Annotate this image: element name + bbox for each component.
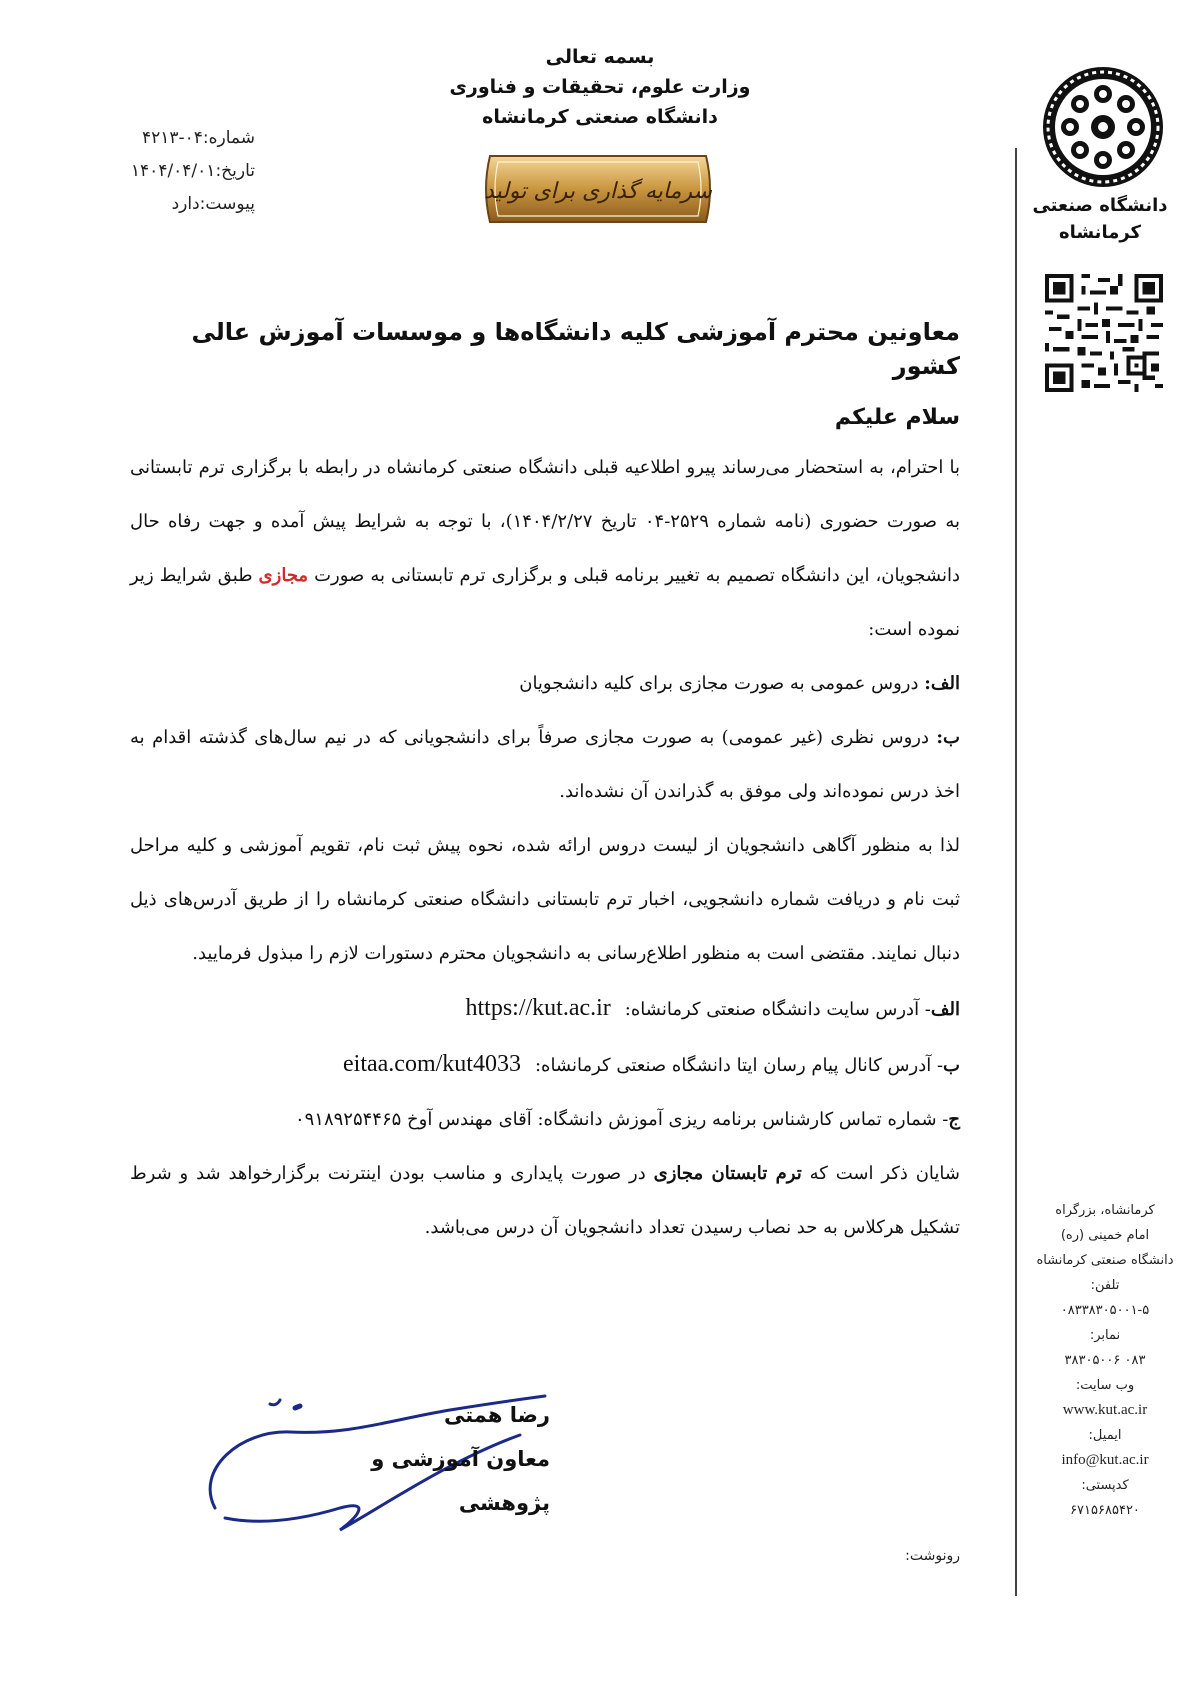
item-a-label: الف: [924, 673, 960, 694]
intro-text: با احترام، به استحضار می‌رساند پیرو اطلاعیه قبلی دانشگاه صنعتی کرمانشاه در رابطه با برگزاری ترم تابستانی به صورت حضوری (نامه شماره ۲۵۲۹-۰۴ تاریخ ۱۴۰۴/۲/۲۷)، با توجه به شرایط پیش آمده و جهت رفاه حال دانشجویان، این دانشگاه تصمیم به تغییر برنامه قبلی و برگزاری ترم تابستانی به صورت [130, 457, 960, 586]
paragraph-instructions: لذا به منظور آگاهی دانشجویان از لیست دروس ارائه شده، نحوه پیش ثبت نام، تقویم آموزشی و کلیه مراحل ثبت نام و دریافت شماره دانشجویی، اخبار ترم تابستانی دانشگاه صنعتی کرمانشاه را از طریق آدرس‌های ذیل دنبال نمایند. مقتضی است به منظور اطلاع‌رسانی به دانشجویان محترم دستورات لازم را مبذول فرمایید. [130, 835, 960, 964]
slogan-text: سرمایه گذاری برای تولید [484, 179, 712, 204]
fax-value: ۰۸۳ ۳۸۳۰۵۰۰۶ [1064, 1353, 1146, 1368]
item-b-text: دروس نظری (غیر عمومی) به صورت مجازی صرفاً برای دانشجویانی که در نیم سال‌های گذشته اقدام به اخذ درس نموده‌اند ولی موفق به گذراندن آن نشده‌اند. [130, 727, 960, 802]
note-start: شایان ذکر است که [809, 1163, 960, 1184]
signatory-name: رضا همتی [443, 1403, 550, 1427]
slogan-badge [478, 150, 718, 228]
item-b-label: ب: [936, 727, 960, 748]
university-seal-icon [1040, 64, 1166, 190]
signatory [290, 1393, 550, 1525]
contact-phone [130, 1093, 960, 1147]
header-ministry: وزارت علوم، تحقیقات و فناوری [449, 76, 751, 98]
greeting: سلام علیکم [834, 405, 960, 430]
carbon-copy-label: رونوشت: [905, 1548, 960, 1564]
paragraph-intro [130, 441, 960, 657]
item-b [130, 711, 960, 819]
addr-c-text: - شماره تماس کارشناس برنامه ریزی آموزش دانشگاه: آقای مهندس آوخ ۰۹۱۸۹۲۵۴۴۶۵ [294, 1109, 949, 1130]
note-end: در صورت پایداری و مناسب بودن اینترنت برگزارخواهد شد و شرط تشکیل هرکلاس به حد نصاب رسیدن تعداد دانشجویان آن درس می‌باشد. [130, 1163, 960, 1238]
address-line-2: امام خمینی (ره) [1060, 1228, 1150, 1243]
sidebar-divider [1015, 148, 1017, 1596]
address-line-1: کرمانشاه، بزرگراه [1055, 1203, 1155, 1218]
intro-end: طبق شرایط زیر نموده است: [130, 565, 960, 640]
letter-number: شماره:۰۴-۴۲۱۳ [141, 128, 255, 148]
item-a-text: دروس عمومی به صورت مجازی برای کلیه دانشجویان [519, 673, 919, 694]
letter-body [130, 315, 960, 1255]
address-channel [130, 1037, 960, 1093]
address-site [130, 981, 960, 1037]
note-bold: ترم تابستان مجازی [653, 1163, 802, 1184]
addr-a-label: الف [930, 999, 960, 1020]
signatory-title: معاون آموزشی و پژوهشی [371, 1447, 550, 1515]
addr-c-label: ج [948, 1109, 960, 1130]
fax-label: نمابر: [1089, 1328, 1121, 1343]
addr-a-text: - آدرس سایت دانشگاه صنعتی کرمانشاه: [624, 999, 931, 1020]
header-basmala: بسمه تعالی [545, 46, 655, 68]
header-university: دانشگاه صنعتی کرمانشاه [482, 106, 718, 128]
channel-url-link[interactable]: eitaa.com/kut4033 [343, 1051, 521, 1077]
email-link[interactable]: info@kut.ac.ir [1061, 1452, 1149, 1468]
phone-value: ۰۸۳۳۸۳۰۵۰۰۱-۵ [1060, 1303, 1150, 1318]
website-link[interactable]: www.kut.ac.ir [1062, 1402, 1148, 1418]
letter-meta [95, 122, 255, 221]
addr-b-label: ب [943, 1055, 960, 1076]
addressee: معاونین محترم آموزشی کلیه دانشگاه‌ها و موسسات آموزش عالی کشور [191, 318, 960, 380]
university-name-line-2: کرمانشاه [1058, 222, 1142, 243]
contact-info [1030, 1198, 1180, 1523]
website-label: وب سایت: [1075, 1378, 1135, 1393]
item-a [130, 657, 960, 711]
email-label: ایمیل: [1088, 1428, 1122, 1443]
university-name-line-1: دانشگاه صنعتی [1032, 195, 1168, 216]
site-url-link[interactable]: https://kut.ac.ir [465, 995, 611, 1021]
letterhead [360, 42, 840, 132]
university-name [1005, 192, 1195, 246]
phone-label: تلفن: [1090, 1278, 1120, 1293]
paragraph-note [130, 1147, 960, 1255]
postal-value: ۶۷۱۵۶۸۵۴۲۰ [1070, 1503, 1140, 1518]
virtual-highlight: مجازی [258, 565, 309, 586]
letter-attachment: پیوست:دارد [171, 194, 255, 214]
postal-label: کدپستی: [1081, 1478, 1129, 1493]
qr-code-icon [1045, 274, 1163, 392]
addr-b-text: - آدرس کانال پیام رسان ایتا دانشگاه صنعتی کرمانشاه: [534, 1055, 944, 1076]
address-line-3: دانشگاه صنعتی کرمانشاه [1036, 1253, 1174, 1268]
letter-date: تاریخ:۱۴۰۴/۰۴/۰۱ [130, 161, 255, 181]
